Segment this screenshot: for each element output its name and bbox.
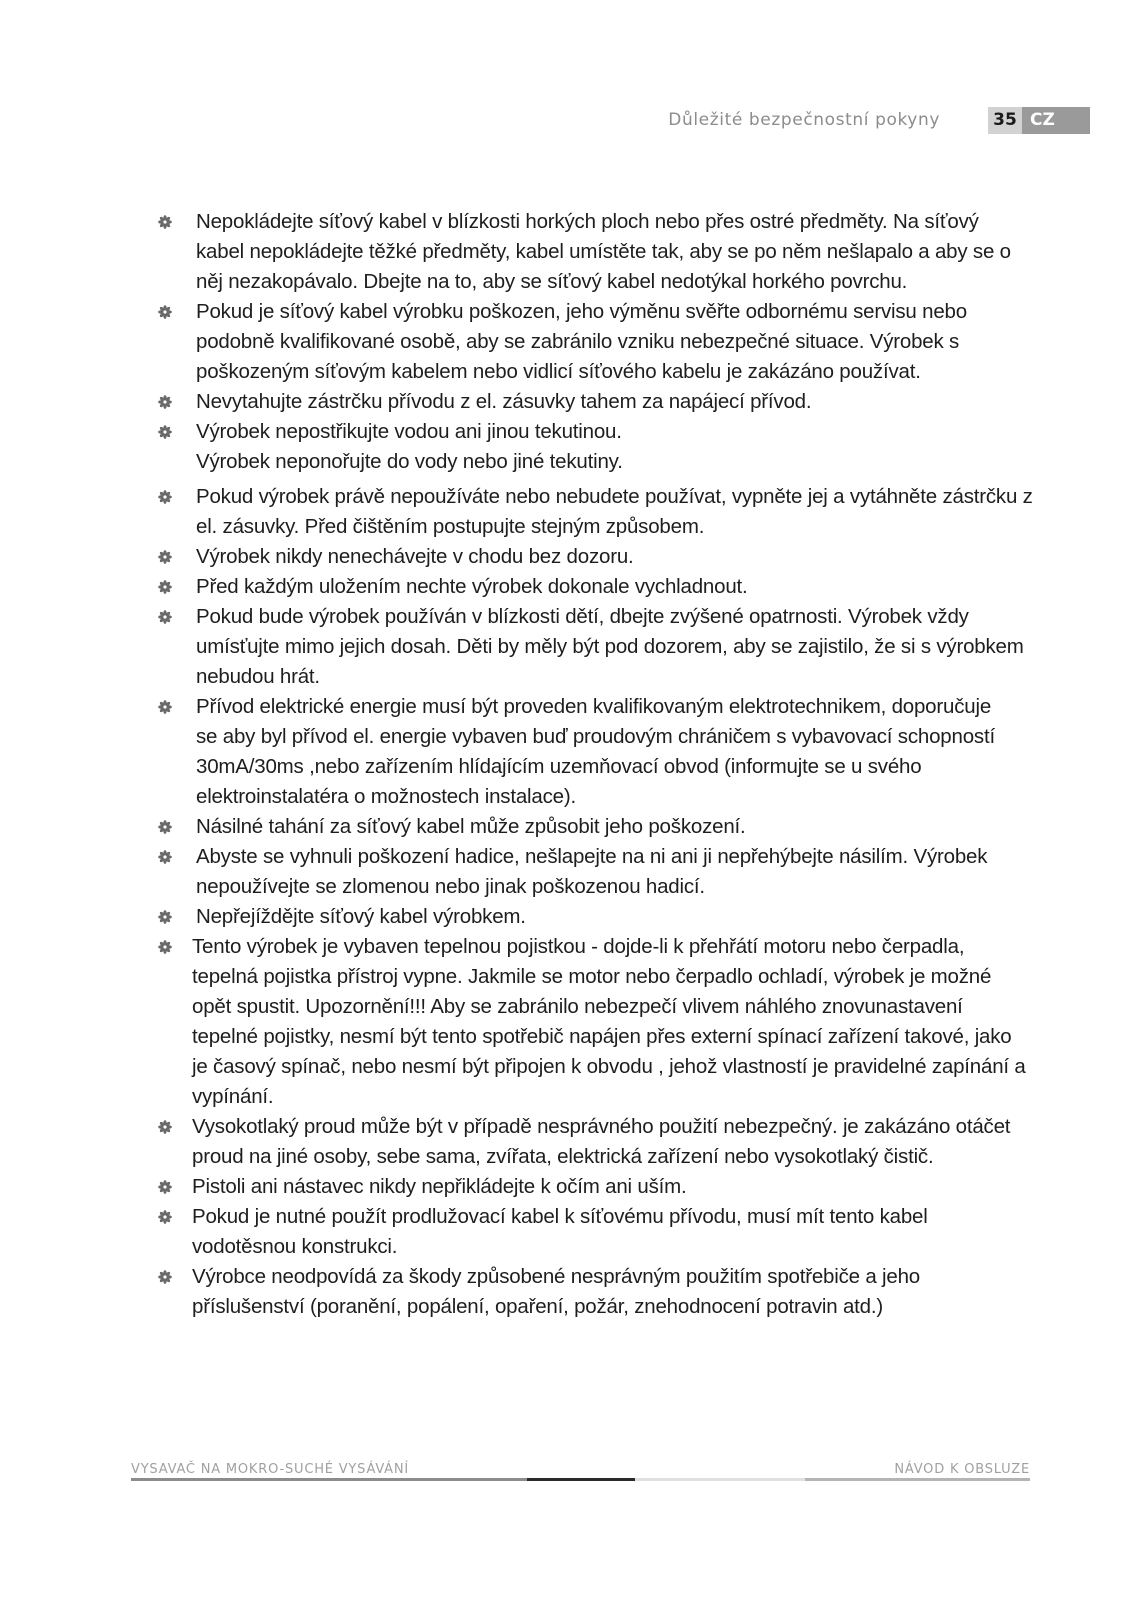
- warning-text-line: umísťujte mimo jejich dosah. Děti by měly být pod dozorem, aby se zajistilo, že si s výrobkem: [196, 635, 1024, 658]
- warning-text-line: nebudou hrát.: [196, 665, 320, 688]
- warning-text-line: Pokud výrobek právě nepoužíváte nebo nebudete používat, vypněte jej a vytáhněte zástrčku z: [196, 485, 1033, 508]
- footer-rule-segment: [131, 1478, 527, 1481]
- flower-bullet-icon: [158, 1120, 172, 1134]
- warning-item: [158, 1202, 1038, 1262]
- flower-bullet-icon: [158, 550, 172, 564]
- warning-text-line: Pokud je nutné použít prodlužovací kabel k síťovému přívodu, musí mít tento kabel: [192, 1205, 928, 1228]
- flower-bullet-icon: [158, 700, 172, 714]
- flower-bullet-icon: [158, 490, 172, 504]
- footer-rule-segment: [527, 1478, 635, 1481]
- warning-item: [158, 932, 1038, 1112]
- warning-text-line: opět spustit. Upozornění!!! Aby se zabránilo nebezpečí vlivem náhlého znovunastavení: [192, 995, 963, 1018]
- warning-text-line: Pokud je síťový kabel výrobku poškozen, jeho výměnu svěřte odbornému servisu nebo: [196, 300, 967, 323]
- warning-text-line: Tento výrobek je vybaven tepelnou pojistkou - dojde-li k přehřátí motoru nebo čerpadla,: [192, 935, 965, 958]
- warning-text-line: nepoužívejte se zlomenou nebo jinak poškozenou hadicí.: [196, 875, 705, 898]
- warning-text-line: Výrobek neponořujte do vody nebo jiné tekutiny.: [196, 450, 623, 473]
- flower-bullet-icon: [158, 1210, 172, 1224]
- warning-text-line: vodotěsnou konstrukci.: [192, 1235, 398, 1258]
- warning-item: [158, 1112, 1038, 1172]
- warning-text-line: vypínání.: [192, 1085, 274, 1108]
- warning-text-line: něj nezakopávalo. Dbejte na to, aby se síťový kabel nedotýkal horkého povrchu.: [196, 270, 908, 293]
- warning-item: [158, 602, 1038, 692]
- flower-bullet-icon: [158, 580, 172, 594]
- language-badge: CZ: [1022, 107, 1090, 134]
- warning-text-line: Přívod elektrické energie musí být proveden kvalifikovaným elektrotechnikem, doporučuje: [196, 695, 992, 718]
- warning-item: [158, 842, 1038, 902]
- warning-item: [158, 902, 1038, 932]
- flower-bullet-icon: [158, 1180, 172, 1194]
- section-title: Důležité bezpečnostní pokyny: [668, 110, 940, 130]
- warning-text-line: Výrobek nepostřikujte vodou ani jinou tekutinou.: [196, 420, 622, 443]
- warning-item: [158, 1262, 1038, 1322]
- footer-rule-segment: [635, 1478, 805, 1481]
- warning-item: [158, 482, 1038, 542]
- warning-text-line: Výrobek nikdy nenechávejte v chodu bez dozoru.: [196, 545, 634, 568]
- warning-text-line: Nevytahujte zástrčku přívodu z el. zásuvky tahem za napájecí přívod.: [196, 390, 812, 413]
- warning-text-line: Výrobce neodpovídá za škody způsobené nesprávným použitím spotřebiče a jeho: [192, 1265, 921, 1288]
- warning-text-line: 30mA/30ms ,nebo zařízením hlídajícím uzemňovací obvod (informujte se u svého: [196, 755, 922, 778]
- warning-text-line: proud na jiné osoby, sebe sama, zvířata, elektrická zařízení nebo vysokotlaký čistič.: [192, 1145, 934, 1168]
- warning-text-line: příslušenství (poranění, popálení, opaření, požár, znehodnocení potravin atd.): [192, 1295, 883, 1318]
- page-number: 35: [988, 107, 1022, 134]
- flower-bullet-icon: [158, 820, 172, 834]
- warning-text-line: Před každým uložením nechte výrobek dokonale vychladnout.: [196, 575, 748, 598]
- warning-text-line: tepelné pojistky, nesmí být tento spotřebič napájen přes externí spínací zařízení takové, jako: [192, 1025, 1012, 1048]
- warning-text-line: Násilné tahání za síťový kabel může způsobit jeho poškození.: [196, 815, 746, 838]
- warning-text-line: je časový spínač, nebo nesmí být připojen k obvodu , jehož vlastností je pravidelné zapínání a: [192, 1055, 1026, 1078]
- warning-text-line: Pistoli ani nástavec nikdy nepřikládejte k očím ani uším.: [192, 1175, 687, 1198]
- warning-item: [158, 417, 1038, 477]
- warning-item: [158, 387, 1038, 417]
- flower-bullet-icon: [158, 1270, 172, 1284]
- warning-text-line: Pokud bude výrobek používán v blízkosti dětí, dbejte zvýšené opatrnosti. Výrobek vždy: [196, 605, 969, 628]
- warning-item: [158, 542, 1038, 572]
- warning-text-line: podobně kvalifikované osobě, aby se zabránilo vzniku nebezpečné situace. Výrobek s: [196, 330, 960, 353]
- warning-item: [158, 812, 1038, 842]
- flower-bullet-icon: [158, 395, 172, 409]
- flower-bullet-icon: [158, 610, 172, 624]
- warning-text-line: Abyste se vyhnuli poškození hadice, nešlapejte na ni ani ji nepřehýbejte násilím. Výrobek: [196, 845, 988, 868]
- warning-item: [158, 572, 1038, 602]
- safety-warnings-list: [158, 207, 1038, 1322]
- warning-text-line: poškozeným síťovým kabelem nebo vidlicí síťového kabelu je zakázáno používat.: [196, 360, 921, 383]
- footer-manual-label: NÁVOD K OBSLUZE: [894, 1462, 1030, 1477]
- warning-text-line: Nepokládejte síťový kabel v blízkosti horkých ploch nebo přes ostré předměty. Na síťový: [196, 210, 979, 233]
- warning-item: [158, 207, 1038, 297]
- warning-text-line: se aby byl přívod el. energie vybaven buď proudovým chráničem s vybavovací schopností: [196, 725, 995, 748]
- warning-text-line: tepelná pojistka přístroj vypne. Jakmile se motor nebo čerpadlo ochladí, výrobek je možné: [192, 965, 992, 988]
- warning-text-line: Nepřejíždějte síťový kabel výrobkem.: [196, 905, 526, 928]
- flower-bullet-icon: [158, 215, 172, 229]
- flower-bullet-icon: [158, 425, 172, 439]
- warning-text-line: el. zásuvky. Před čištěním postupujte stejným způsobem.: [196, 515, 705, 538]
- warning-item: [158, 692, 1038, 812]
- flower-bullet-icon: [158, 910, 172, 924]
- flower-bullet-icon: [158, 940, 172, 954]
- warning-item: [158, 1172, 1038, 1202]
- footer-rule-segment: [805, 1478, 1030, 1481]
- warning-text-line: kabel nepokládejte těžké předměty, kabel umístěte tak, aby se po něm nešlapalo a aby se o: [196, 240, 1011, 263]
- warning-item: [158, 297, 1038, 387]
- warning-text-line: Vysokotlaký proud může být v případě nesprávného použití nebezpečný. je zakázáno otáčet: [192, 1115, 1011, 1138]
- flower-bullet-icon: [158, 850, 172, 864]
- footer-product-name: VYSAVAČ NA MOKRO-SUCHÉ VYSÁVÁNÍ: [131, 1462, 410, 1477]
- flower-bullet-icon: [158, 305, 172, 319]
- warning-text-line: elektroinstalatéra o možnostech instalace).: [196, 785, 576, 808]
